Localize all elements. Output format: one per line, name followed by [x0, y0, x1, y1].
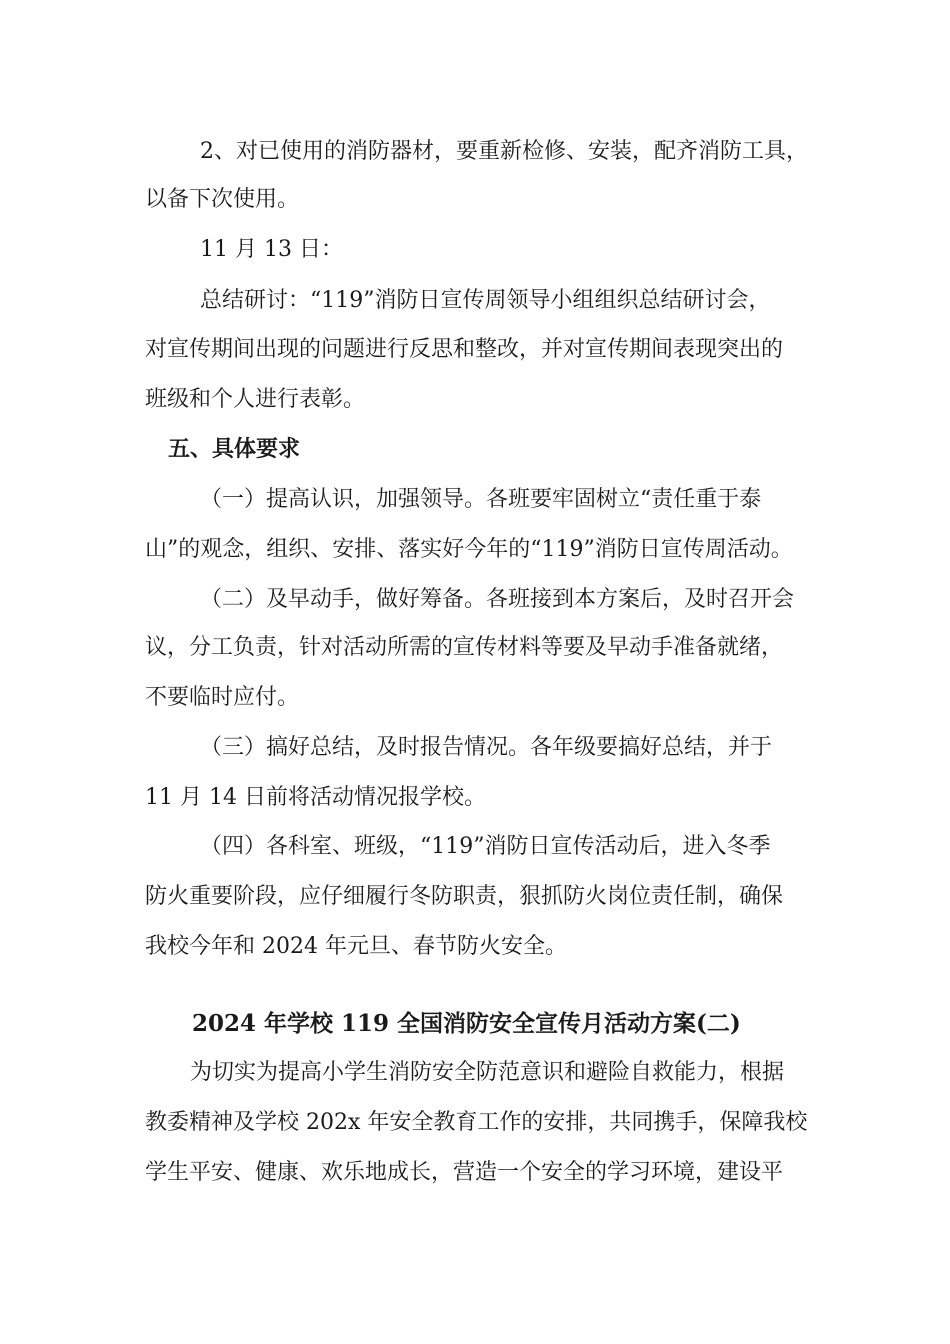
section-title: 2024 年学校 119 全国消防安全宣传月活动方案(二): [192, 1010, 741, 1037]
paragraph-line: 班级和个人进行表彰。: [145, 387, 366, 412]
paragraph-line: 总结研讨：“119”消防日宣传周领导小组组织总结研讨会，: [200, 288, 771, 313]
paragraph-line: （二）及早动手，做好筹备。各班接到本方案后，及时召开会: [200, 587, 795, 612]
paragraph-line: 11 月 13 日：: [200, 237, 343, 262]
paragraph-line: 对宣传期间出现的问题进行反思和整改，并对宣传期间表现突出的: [145, 337, 784, 362]
paragraph-line: 学生平安、健康、欢乐地成长，营造一个安全的学习环境，建设平: [145, 1160, 784, 1185]
paragraph-line: 山”的观念，组织、安排、落实好今年的“119”消防日宣传周活动。: [145, 537, 793, 562]
paragraph-line: 不要临时应付。: [145, 685, 300, 710]
paragraph-line: 议，分工负责，针对活动所需的宣传材料等要及早动手准备就绪，: [145, 635, 784, 660]
paragraph-line: 11 月 14 日前将活动情况报学校。: [145, 785, 486, 810]
paragraph-line: 以备下次使用。: [145, 187, 300, 212]
paragraph-line: 为切实为提高小学生消防安全防范意识和避险自救能力，根据: [190, 1060, 785, 1085]
paragraph-line: （三）搞好总结，及时报告情况。各年级要搞好总结，并于: [200, 735, 773, 760]
paragraph-line: 我校今年和 2024 年元旦、春节防火安全。: [145, 934, 567, 959]
paragraph-line: 教委精神及学校 202x 年安全教育工作的安排，共同携手，保障我校: [145, 1110, 808, 1135]
paragraph-line: （四）各科室、班级，“119”消防日宣传活动后，进入冬季: [200, 834, 771, 859]
paragraph-line: 防火重要阶段，应仔细履行冬防职责，狠抓防火岗位责任制，确保: [145, 884, 784, 909]
paragraph-line: （一）提高认识，加强领导。各班要牢固树立“责任重于泰: [200, 487, 762, 512]
paragraph-line: 2、对已使用的消防器材，要重新检修、安装，配齐消防工具，: [200, 139, 808, 164]
section-heading: 五、具体要求: [168, 436, 301, 462]
